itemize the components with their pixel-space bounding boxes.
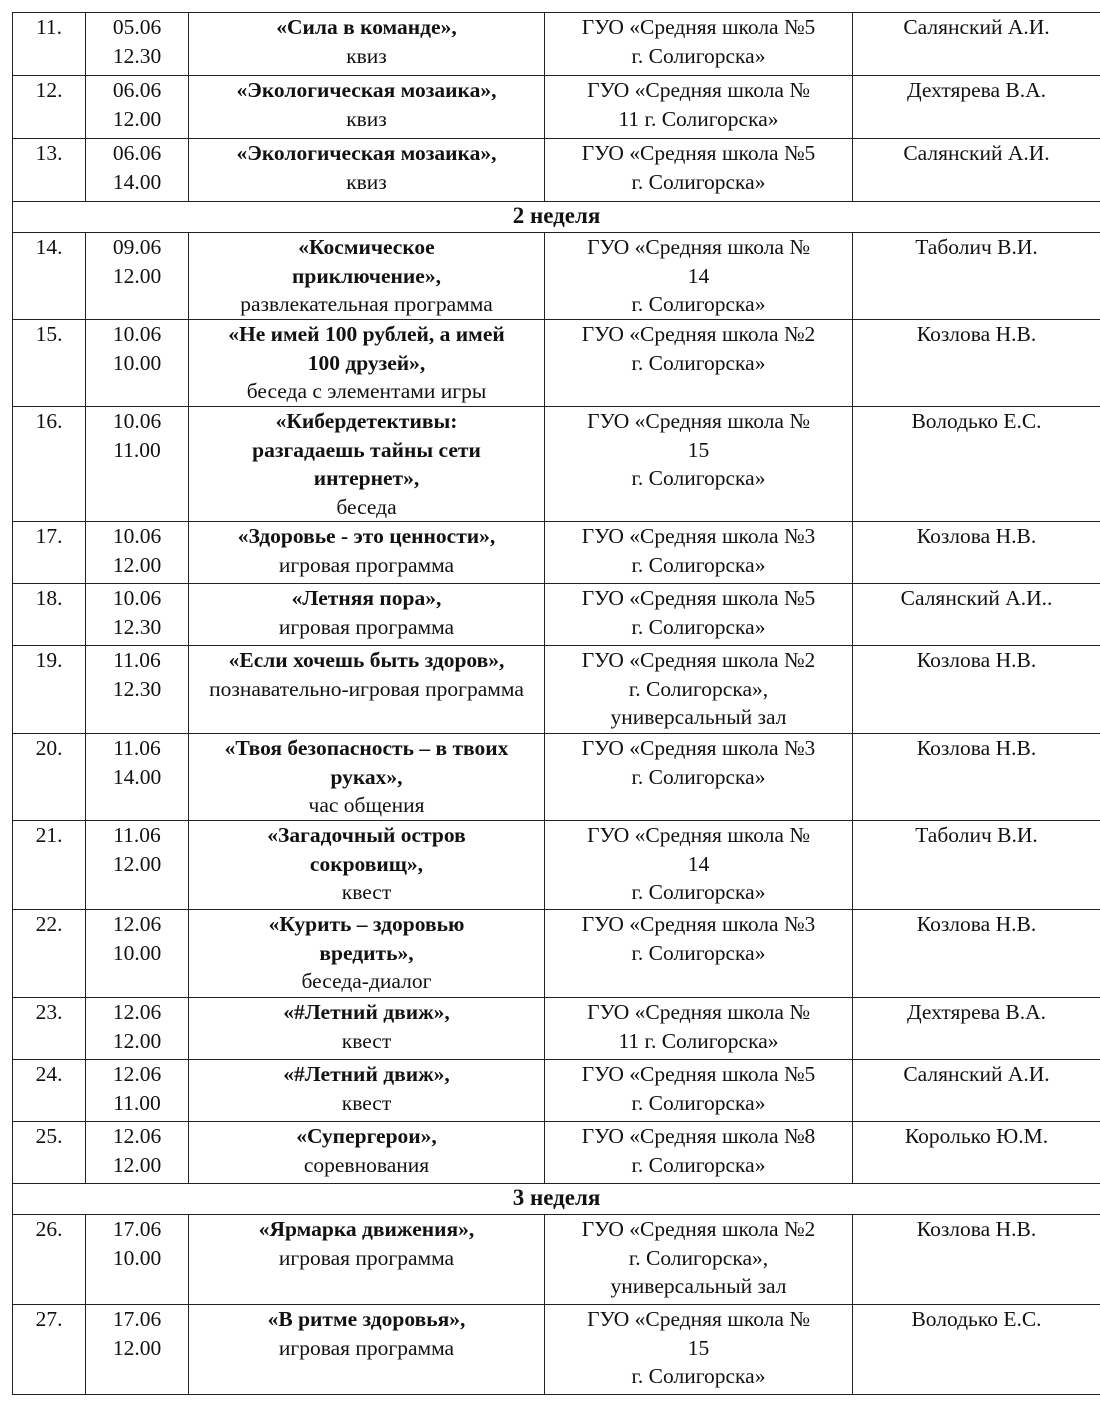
responsible-cell <box>853 407 1100 522</box>
event-cell <box>189 1122 545 1184</box>
event-date: 12.06 <box>112 1000 162 1024</box>
venue-line: ГУО «Средняя школа № <box>587 409 810 433</box>
event-date: 11.06 <box>113 648 161 672</box>
responsible-cell <box>853 522 1100 584</box>
event-time: 12.00 <box>112 552 162 577</box>
venue-line: г. Солигорска» <box>631 614 766 639</box>
event-title: «В ритме здоровья», <box>267 1307 466 1331</box>
table-row <box>13 1122 1100 1184</box>
table-row <box>13 734 1100 821</box>
responsible-cell <box>853 1215 1100 1305</box>
event-title: «Супергерои», <box>296 1124 437 1148</box>
event-time: 12.00 <box>112 1335 162 1360</box>
venue-line: 11 г. Солигорска» <box>618 106 779 131</box>
event-title: «Здоровье - это ценности», <box>237 524 496 548</box>
row-number: 14. <box>35 235 63 259</box>
event-cell <box>189 646 545 734</box>
row-number: 19. <box>35 648 63 672</box>
event-title: руках», <box>330 764 403 789</box>
event-date: 10.06 <box>112 524 162 548</box>
date-time-cell <box>86 13 189 76</box>
responsible-person: Дехтярева В.А. <box>906 1000 1047 1024</box>
table-row <box>13 139 1100 202</box>
event-cell <box>189 821 545 910</box>
row-number: 17. <box>35 524 63 548</box>
event-type: беседа <box>336 494 397 519</box>
responsible-person: Козлова Н.В. <box>916 648 1037 672</box>
table-row <box>13 646 1100 734</box>
venue-line: 14 <box>687 851 710 876</box>
row-number: 27. <box>35 1307 63 1331</box>
event-cell <box>189 584 545 646</box>
venue-line: ГУО «Средняя школа №3 <box>581 912 816 936</box>
event-time: 12.00 <box>112 106 162 131</box>
event-title: «Не имей 100 рублей, а имей <box>228 322 505 346</box>
row-number-cell <box>13 320 86 407</box>
event-type: беседа с элементами игры <box>246 379 487 403</box>
row-number-cell <box>13 821 86 910</box>
event-time: 12.00 <box>112 1152 162 1177</box>
table-row <box>13 584 1100 646</box>
venue-line: ГУО «Средняя школа № <box>587 1307 810 1331</box>
event-type: квест <box>341 1028 392 1053</box>
event-date: 06.06 <box>112 78 162 102</box>
date-time-cell <box>86 584 189 646</box>
event-cell <box>189 522 545 584</box>
venue-line: ГУО «Средняя школа № <box>587 1000 810 1024</box>
event-title: «Экологическая мозаика», <box>236 78 497 102</box>
venue-line: 15 <box>687 1335 710 1360</box>
event-type: квест <box>341 1090 392 1115</box>
event-title: «#Летний движ», <box>283 1062 450 1086</box>
row-number-cell <box>13 1122 86 1184</box>
venue-line: ГУО «Средняя школа № <box>587 823 810 847</box>
responsible-cell <box>853 1122 1100 1184</box>
venue-cell <box>545 646 853 734</box>
event-cell <box>189 13 545 76</box>
venue-line: ГУО «Средняя школа №3 <box>581 736 816 760</box>
row-number-cell <box>13 522 86 584</box>
responsible-person: Володько Е.С. <box>911 1307 1042 1331</box>
venue-line: 15 <box>687 437 710 462</box>
event-date: 10.06 <box>112 586 162 610</box>
event-title: «Экологическая мозаика», <box>236 141 497 165</box>
responsible-person: Козлова Н.В. <box>916 1217 1037 1241</box>
date-time-cell <box>86 139 189 202</box>
event-type: игровая программа <box>278 1245 455 1270</box>
row-number-cell <box>13 646 86 734</box>
event-title: разгадаешь тайны сети <box>252 437 481 462</box>
venue-line: ГУО «Средняя школа №8 <box>581 1124 816 1148</box>
date-time-cell <box>86 1060 189 1122</box>
date-time-cell <box>86 910 189 998</box>
venue-cell <box>545 320 853 407</box>
date-time-cell <box>86 734 189 821</box>
venue-line: ГУО «Средняя школа № <box>587 235 810 259</box>
responsible-cell <box>853 13 1100 76</box>
event-time: 12.30 <box>112 614 162 639</box>
venue-line: ГУО «Средняя школа №2 <box>581 1217 816 1241</box>
date-time-cell <box>86 407 189 522</box>
event-title: «Твоя безопасность – в твоих <box>224 736 509 760</box>
week-label: 3 неделя <box>13 1184 1100 1215</box>
responsible-person: Салянский А.И. <box>903 15 1050 39</box>
event-cell <box>189 1305 545 1395</box>
row-number-cell <box>13 910 86 998</box>
event-cell <box>189 734 545 821</box>
row-number-cell <box>13 76 86 139</box>
event-date: 12.06 <box>112 912 162 936</box>
venue-line: г. Солигорска» <box>631 1090 766 1115</box>
venue-line: 14 <box>687 263 710 288</box>
row-number: 13. <box>35 141 63 165</box>
venue-cell <box>545 1305 853 1395</box>
venue-cell <box>545 139 853 202</box>
table-row <box>13 407 1100 522</box>
event-title: сокровищ», <box>309 851 424 876</box>
event-title: «Если хочешь быть здоров», <box>228 648 505 672</box>
row-number-cell <box>13 998 86 1060</box>
responsible-cell <box>853 1060 1100 1122</box>
event-time: 12.30 <box>112 43 162 68</box>
responsible-cell <box>853 734 1100 821</box>
venue-line: универсальный зал <box>610 705 787 729</box>
venue-line: г. Солигорска» <box>631 1152 766 1177</box>
venue-line: ГУО «Средняя школа №5 <box>581 141 816 165</box>
row-number: 26. <box>35 1217 63 1241</box>
venue-line: ГУО «Средняя школа № <box>587 78 810 102</box>
venue-line: ГУО «Средняя школа №2 <box>581 322 816 346</box>
event-time: 10.00 <box>112 940 162 965</box>
table-row <box>13 1060 1100 1122</box>
week-label: 2 неделя <box>13 202 1100 233</box>
row-number: 23. <box>35 1000 63 1024</box>
event-type: квиз <box>346 106 387 131</box>
venue-cell <box>545 13 853 76</box>
event-title: «Сила в команде», <box>276 15 457 39</box>
venue-line: г. Солигорска» <box>631 764 766 789</box>
date-time-cell <box>86 998 189 1060</box>
row-number: 15. <box>35 322 63 346</box>
row-number: 25. <box>35 1124 63 1148</box>
responsible-cell <box>853 998 1100 1060</box>
event-date: 05.06 <box>112 15 162 39</box>
responsible-person: Королько Ю.М. <box>904 1124 1049 1148</box>
event-date: 06.06 <box>112 141 162 165</box>
venue-cell <box>545 233 853 320</box>
event-type: квиз <box>346 43 387 68</box>
event-cell <box>189 139 545 202</box>
event-type: час общения <box>308 793 425 817</box>
date-time-cell <box>86 646 189 734</box>
table-row <box>13 320 1100 407</box>
responsible-person: Салянский А.И. <box>903 141 1050 165</box>
row-number: 20. <box>35 736 63 760</box>
event-time: 12.00 <box>112 1028 162 1053</box>
date-time-cell <box>86 522 189 584</box>
table-row <box>13 910 1100 998</box>
date-time-cell <box>86 320 189 407</box>
event-type: развлекательная программа <box>240 292 493 316</box>
row-number-cell <box>13 734 86 821</box>
venue-line: ГУО «Средняя школа №5 <box>581 586 816 610</box>
venue-cell <box>545 522 853 584</box>
venue-cell <box>545 76 853 139</box>
table-row <box>13 76 1100 139</box>
responsible-cell <box>853 646 1100 734</box>
date-time-cell <box>86 821 189 910</box>
responsible-cell <box>853 1305 1100 1395</box>
row-number-cell <box>13 233 86 320</box>
venue-line: г. Солигорска» <box>631 1364 766 1388</box>
table-row <box>13 13 1100 76</box>
venue-cell <box>545 998 853 1060</box>
event-type: игровая программа <box>278 552 455 577</box>
venue-cell <box>545 734 853 821</box>
event-type: познавательно-игровая программа <box>209 676 524 701</box>
responsible-person: Володько Е.С. <box>911 409 1042 433</box>
row-number-cell <box>13 1305 86 1395</box>
event-time: 14.00 <box>112 764 162 789</box>
event-time: 12.30 <box>112 676 162 701</box>
event-type: квест <box>341 880 392 904</box>
event-title: вредить», <box>319 940 414 965</box>
event-title: «Ярмарка движения», <box>258 1217 475 1241</box>
table-row <box>13 233 1100 320</box>
responsible-cell <box>853 320 1100 407</box>
responsible-person: Салянский А.И. <box>903 1062 1050 1086</box>
venue-line: универсальный зал <box>610 1274 787 1298</box>
event-cell <box>189 1215 545 1305</box>
event-cell <box>189 407 545 522</box>
venue-line: г. Солигорска», <box>628 1245 769 1270</box>
event-time: 11.00 <box>113 1090 161 1115</box>
event-cell <box>189 320 545 407</box>
venue-line: ГУО «Средняя школа №5 <box>581 15 816 39</box>
event-date: 17.06 <box>112 1307 162 1331</box>
event-title: приключение», <box>292 263 441 288</box>
responsible-cell <box>853 76 1100 139</box>
event-cell <box>189 76 545 139</box>
row-number: 11. <box>35 15 63 39</box>
event-title: «Кибердетективы: <box>275 409 458 433</box>
venue-line: г. Солигорска» <box>631 350 766 375</box>
responsible-person: Таболич В.И. <box>915 235 1038 259</box>
event-date: 09.06 <box>112 235 162 259</box>
week-header-row <box>13 1184 1100 1215</box>
venue-line: ГУО «Средняя школа №5 <box>581 1062 816 1086</box>
event-title: «Курить – здоровью <box>268 912 465 936</box>
venue-line: г. Солигорска» <box>631 940 766 965</box>
responsible-cell <box>853 821 1100 910</box>
event-time: 11.00 <box>113 437 161 462</box>
date-time-cell <box>86 1305 189 1395</box>
table-row <box>13 522 1100 584</box>
event-time: 14.00 <box>112 169 162 194</box>
row-number-cell <box>13 13 86 76</box>
table-row <box>13 821 1100 910</box>
event-date: 11.06 <box>113 823 161 847</box>
row-number-cell <box>13 1060 86 1122</box>
event-time: 10.00 <box>112 1245 162 1270</box>
venue-line: ГУО «Средняя школа №2 <box>581 648 816 672</box>
event-type: игровая программа <box>278 614 455 639</box>
venue-line: г. Солигорска» <box>631 552 766 577</box>
row-number-cell <box>13 584 86 646</box>
event-time: 10.00 <box>112 350 162 375</box>
date-time-cell <box>86 76 189 139</box>
date-time-cell <box>86 233 189 320</box>
event-cell <box>189 233 545 320</box>
event-type: квиз <box>346 169 387 194</box>
event-title: «Летняя пора», <box>291 586 442 610</box>
venue-line: 11 г. Солигорска» <box>618 1028 779 1053</box>
date-time-cell <box>86 1122 189 1184</box>
row-number-cell <box>13 407 86 522</box>
venue-cell <box>545 910 853 998</box>
event-type: соревнования <box>303 1152 430 1177</box>
row-number: 22. <box>35 912 63 936</box>
responsible-cell <box>853 584 1100 646</box>
venue-line: г. Солигорска» <box>631 169 766 194</box>
responsible-person: Козлова Н.В. <box>916 736 1037 760</box>
responsible-cell <box>853 233 1100 320</box>
event-cell <box>189 910 545 998</box>
table-row <box>13 1305 1100 1395</box>
event-cell <box>189 1060 545 1122</box>
venue-line: г. Солигорска» <box>631 880 766 904</box>
venue-line: г. Солигорска», <box>628 676 769 701</box>
row-number: 21. <box>35 823 63 847</box>
event-type: беседа-диалог <box>301 969 432 993</box>
event-date: 10.06 <box>112 322 162 346</box>
venue-cell <box>545 584 853 646</box>
event-title: 100 друзей», <box>307 350 426 375</box>
event-date: 11.06 <box>113 736 161 760</box>
week-header-row <box>13 202 1100 233</box>
venue-line: г. Солигорска» <box>631 466 766 490</box>
event-type: игровая программа <box>278 1335 455 1360</box>
event-title: интернет», <box>313 466 420 490</box>
row-number: 12. <box>35 78 63 102</box>
venue-cell <box>545 1215 853 1305</box>
event-title: «Загадочный остров <box>267 823 466 847</box>
venue-line: г. Солигорска» <box>631 43 766 68</box>
event-date: 12.06 <box>112 1062 162 1086</box>
event-title: «#Летний движ», <box>283 1000 450 1024</box>
venue-cell <box>545 1060 853 1122</box>
responsible-cell <box>853 139 1100 202</box>
table-row <box>13 1215 1100 1305</box>
responsible-cell <box>853 910 1100 998</box>
venue-line: г. Солигорска» <box>631 292 766 316</box>
row-number-cell <box>13 139 86 202</box>
venue-cell <box>545 407 853 522</box>
venue-line: ГУО «Средняя школа №3 <box>581 524 816 548</box>
venue-cell <box>545 1122 853 1184</box>
responsible-person: Козлова Н.В. <box>916 912 1037 936</box>
date-time-cell <box>86 1215 189 1305</box>
responsible-person: Дехтярева В.А. <box>906 78 1047 102</box>
event-cell <box>189 998 545 1060</box>
row-number: 24. <box>35 1062 63 1086</box>
event-time: 12.00 <box>112 851 162 876</box>
event-time: 12.00 <box>112 263 162 288</box>
venue-cell <box>545 821 853 910</box>
event-date: 12.06 <box>112 1124 162 1148</box>
event-date: 10.06 <box>112 409 162 433</box>
table-row <box>13 998 1100 1060</box>
responsible-person: Таболич В.И. <box>915 823 1038 847</box>
row-number: 18. <box>35 586 63 610</box>
responsible-person: Салянский А.И.. <box>900 586 1053 610</box>
row-number: 16. <box>35 409 63 433</box>
schedule-body <box>13 13 1100 1395</box>
schedule-table <box>12 12 1100 1395</box>
row-number-cell <box>13 1215 86 1305</box>
event-title: «Космическое <box>298 235 435 259</box>
responsible-person: Козлова Н.В. <box>916 322 1037 346</box>
event-date: 17.06 <box>112 1217 162 1241</box>
responsible-person: Козлова Н.В. <box>916 524 1037 548</box>
